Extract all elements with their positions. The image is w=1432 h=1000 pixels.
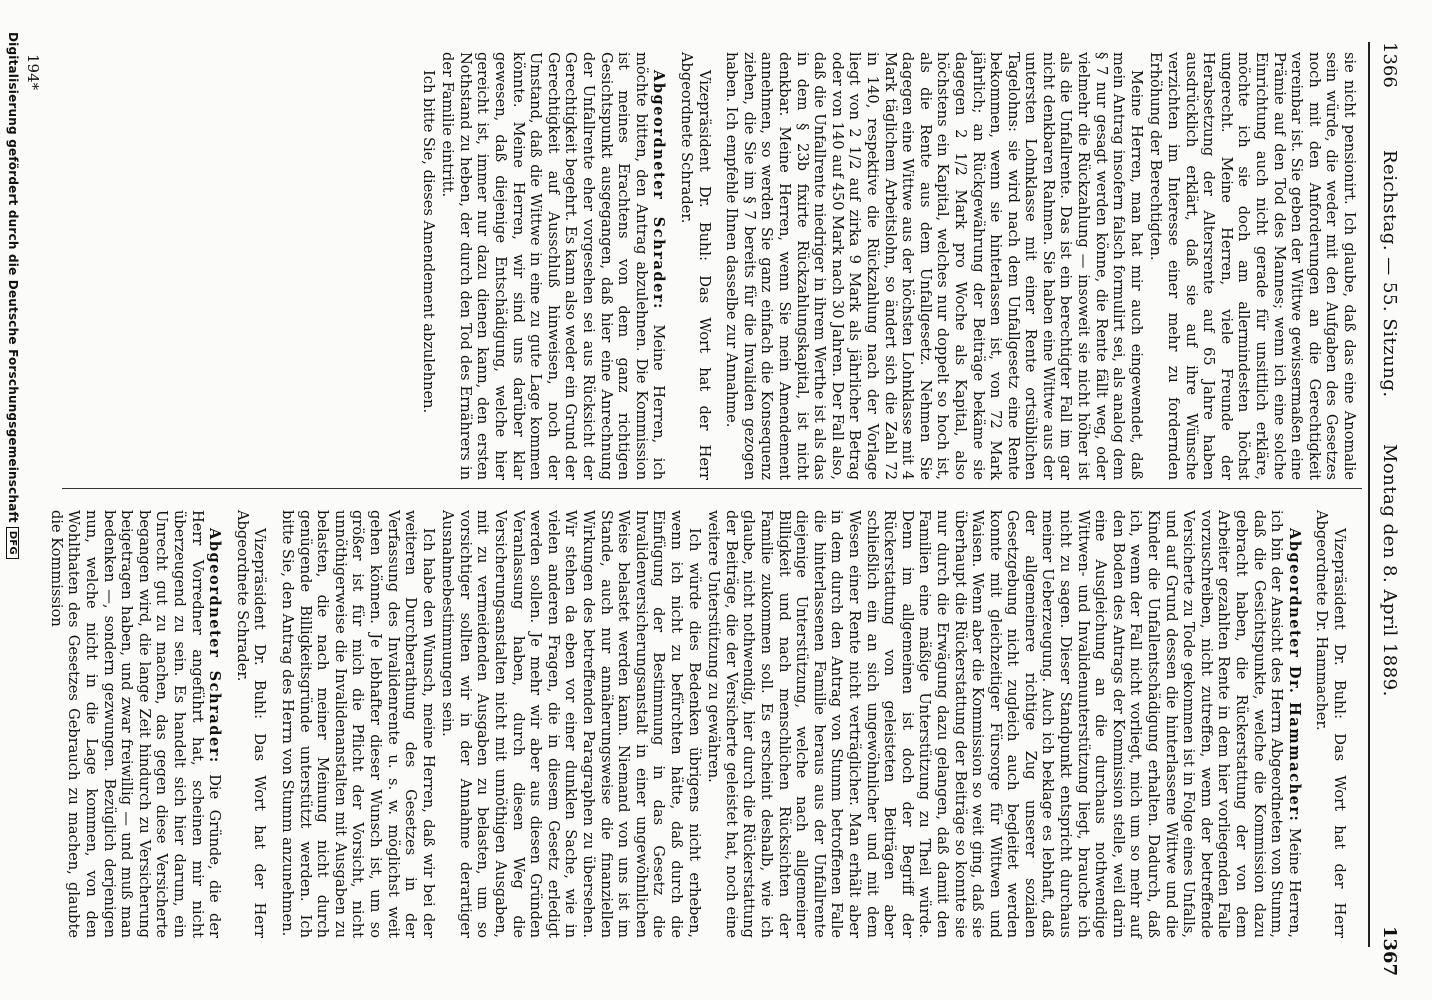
speaker-name: Abgeordneter Schrader:	[206, 528, 224, 764]
header-title-date: Montag den 8. April 1889.	[1379, 444, 1400, 697]
body-paragraph: Meine Herren, man hat mir auch eingewendet, daß mein Antrag insofern falsch formulirt sei, als analog dem § 7 nur gesagt werden könne, die Rente fällt weg, oder vielmehr die Rückzahlung — insoweit sie nicht höher ist als die Unfallrente. Das ist ein berechtigter Fall im gar nicht denkbaren Rahmen. Sie haben eine Wittwe aus der untersten Lohnklasse mit einer Rente ortsüblichen Tagelohns: sie wird nach dem Unfallgesetz eine Rente bekommen, wenn sie hinterlassen ist, von 72 Mark jährlich; an Rückgewährung der Beiträge bekäme sie dagegen 2 1/2 Mark pro Woche als Kapital, also höchstens ein Kapital, welches nur doppelt so hoch ist, als die Rente aus dem Unfallgesetz. Nehmen Sie dagegen eine Wittwe aus der höchsten Lohnklasse mit 4 Mark täglichem Arbeitslohn, so ändert sich die Zahl 72 in 140, respektive die Rückzahlung nach der Vorlage liegt von 2 1/2 auf zirka 9 Mark als jährlicher Betrag oder von 140 auf 450 Mark nach 30 Jahren. Der Fall also, daß die Unfallrente niedriger in ihrem Werthe ist als das in dem § 23b fixirte Rückzahlungskapital, ist nicht denkbar. Meine Herren, wenn Sie mein Amendement annehmen, so werden Sie ganz einfach die Konsequenz ziehen, die Sie im § 7 bereits für die Invaliden gezogen haben. Ich empfehle Ihnen dasselbe zur Annahme.	[723, 52, 1145, 480]
column-divider	[62, 488, 1362, 489]
chair-remark: Vizepräsident Dr. Buhl: Das Wort hat der Herr Abgeordnete Dr. Hammacher.	[1313, 510, 1348, 938]
page-header	[1366, 42, 1406, 977]
page-number-right: 1367	[1379, 926, 1400, 977]
text-column-left	[417, 52, 1358, 480]
sheet-signature: 194*	[24, 54, 42, 91]
body-paragraph: Ich habe den Wunsch, meine Herren, daß wir bei der weiteren Durchberathung des Gesetzes in der Verfassung des Invalidenrente u. s. w. möglichst weit gehen können. Je lebhafter dieser Wunsch ist, um so größer ist für mich die Pflicht der Vorsicht, nicht unnöthigerweise die Invalidenanstalten mit Ausgaben zu belasten, die nach meiner Meinung nicht durch genügende Billigkeitsgründe unterstützt werden. Ich bitte Sie, den Antrag des Herrn von Stumm anzunehmen.	[278, 510, 437, 938]
chair-remark: Vizepräsident Dr. Buhl: Das Wort hat der Herr Abgeordnete Schrader.	[678, 52, 713, 480]
text-column-right	[45, 510, 1358, 938]
speech-text: Meine Herren, ich bin der Ansicht des Herrn Abgeordneten von Stumm, daß die Gesichtspunkte, welche die Kommission dazu gebracht haben, die Rückerstattung der von dem Arbeiter gezahlten Rente in dem hier vorliegenden Falle vorzuschreiben, nicht zutreffen, wenn der betreffende Versicherte zu Tode gekommen ist in Folge eines Unfalls, und auf Grund dessen die hinterlassene Wittwe und die Kinder die Unfallentschädigung erhalten. Dadurch, daß ich, wenn der Fall nicht vorliegt, mich um so mehr auf den Boden des Antrags der Kommission stelle, weil darin eine Ausgleichung an die durchaus nothwendige Wittwen- und Invalidenunterstützung liegt, brauche ich nicht zu sagen. Dieser Standpunkt entspricht durchaus meiner Ueberzeugung. Auch ich beklage es lebhaft, daß der allgemeinere richtige Zug unserer sozialen Gesetzgebung nicht zugleich auch begleitet werden konnte mit gleichzeitiger Fürsorge für Wittwen und Waisen. Wenn aber die Kommission so weit ging, daß sie überhaupt die Rückerstattung der Beiträge so konnte sie nur durch die Erwägung dazu gelangen, daß damit den Familien eine mäßige Unterstützung zu Theil würde. Denn im allgemeinen ist doch der Begriff der Rückerstattung von geleisteten Beiträgen aber schließlich ein an sich ungewöhnlicher und mit dem Wesen einer Rente nicht verträglicher. Man erhält aber in dem durch den Antrag von Stumm betroffenen Falle die hinterlassenen Familie heraus aus der Unfallrente diejenige Unterstützung, welche nach allgemeiner Billigkeit und nach menschlichen Rücksichten der Familie zukommen soll. Es erscheint deshalb, wie ich glaube, nicht nothwendig, hier durch die Rückerstattung der Beiträge, die der Versicherte geleistet hat, noch eine weitere Unterstützung zu gewähren.	[705, 510, 1303, 938]
speech-paragraph	[439, 52, 668, 480]
speech-paragraph	[47, 510, 223, 938]
page-number-left: 1366	[1379, 42, 1400, 88]
body-paragraph: Ich würde dies Bedenken übrigens nicht erheben, wenn ich nicht zu befürchten hätte, daß durch die Einfügung der Bestimmung in das Gesetz die Invalidenversicherungsanstalt in einer ungewöhnlichen Weise belastet werden kann. Niemand von uns ist im Stande, auch nur annäherungsweise die finanziellen Wirkungen des betreffenden Paragraphen zu übersehen. Wir stehen da eben vor einer dunklen Sache, wie in vielen anderen Fragen, die in diesem Gesetz erledigt werden sollen. Je mehr wir aber aus diesen Gründen Veranlassung haben, durch diesen Weg die Versicherungsanstalten nicht mit unnöthigen Ausgaben, mit zu vermeidenden Ausgaben zu belasten, um so vorsichtiger sollten wir in der Annahme derartiger Ausnahmebestimmungen sein.	[439, 510, 703, 938]
speaker-name: Abgeordneter Schrader:	[650, 70, 668, 310]
chair-remark: Vizepräsident Dr. Buhl: Das Wort hat der Herr Abgeordnete Schrader.	[233, 510, 269, 938]
speaker-name: Abgeordneter Dr. Hammacher:	[1285, 528, 1303, 823]
header-title-session: Reichstag. — 55. Sitzung.	[1379, 150, 1400, 398]
funding-footer	[6, 32, 20, 559]
speech-paragraph	[705, 510, 1303, 938]
body-paragraph: Ich bitte Sie, dieses Amendement abzulehnen.	[419, 70, 437, 414]
speech-text: Die Gründe, die der Herr Vorredner angeführt hat, scheinen mir nicht überzeugend zu sein. Es handelt sich hier darum, ein Unrecht gut zu machen, das gegen diese Versicherte begangen wird, die lange Zeit hindurch zu Versicherung beigetragen haben, und zwar freiwillig — und muß man bedenken —, sondern gezwungen. Bezüglich derjenigen nun, welche nicht in die Lage kommen, von den Wohlthaten des Gesetzes Gebrauch zu machen, glaubte die Kommission	[47, 510, 224, 938]
dfg-logo: DFG	[6, 527, 19, 559]
body-paragraph: sie nicht pensionirt. Ich glaube, daß das eine Anomalie sein würde, die weder mit den Aufgaben des Gesetzes noch mit den Anforderungen an die Gerechtigkeit vereinbar ist. Sie geben der Wittwe gewissermaßen eine Prämie auf den Tod des Mannes; wenn ich eine solche Einrichtung auch nicht gerade für unsittlich erkläre, möchte ich sie doch am allermindesten höchst ungerecht. Meine Herren, viele Freunde der Herabsetzung der Altersrente auf 65 Jahre haben ausdrücklich erklärt, daß sie auf ihre Wünsche verzichten im Interesse einer mehr zu fordernden Erhöhung der Berechtigten.	[1147, 52, 1358, 480]
header-rule	[1369, 42, 1371, 947]
funding-note-text: Digitalisierung gefördert durch die Deutsche Forschungsgemeinschaft	[6, 32, 20, 523]
speech-text: Meine Herren, ich möchte bitten, den Antrag abzulehnen. Die Kommission ist meines Erachtens von dem ganz richtigen Gesichtspunkt ausgegangen, daß hier eine Anrechnung der Unfallrente eher vorgesehen sei aus Rücksicht der Gerechtigkeit begehrt. Es kann also weder ein Grund der Gerechtigkeit auf Ausschluß hinweisen, noch der Umstand, daß die Wittwe in eine zu gute Lage kommen könnte. Meine Herren, wir sind uns darüber klar gewesen, daß diejenige Entschädigung, welche hier gereicht ist, immer nur dazu dienen kann, den ersten Nothstand zu heben, der durch den Tod des Ernährers in der Familie eintritt.	[439, 52, 668, 480]
